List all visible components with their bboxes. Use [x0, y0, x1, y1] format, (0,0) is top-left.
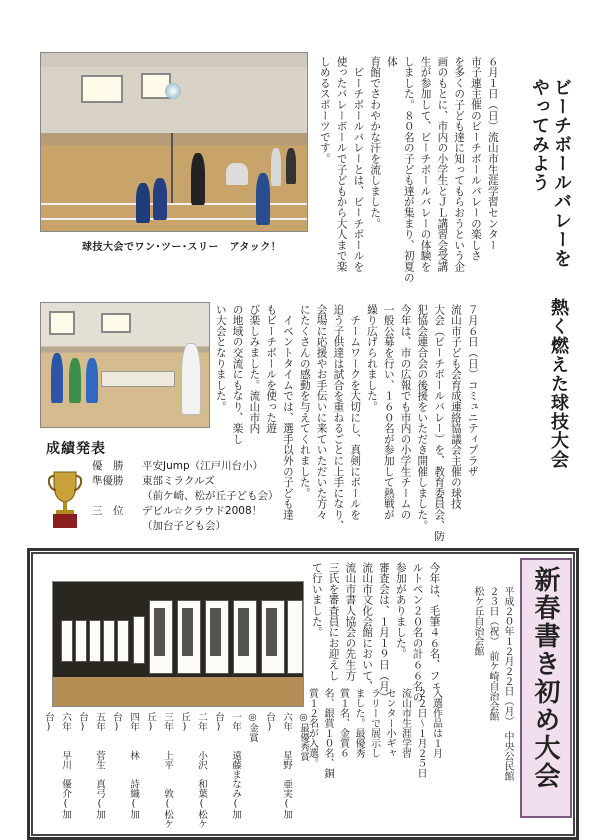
result-row: （加台子ども会）	[142, 520, 226, 532]
result-row: 準優勝 東部ミラクルズ	[92, 475, 215, 487]
calligraphy-title: 新春書き初め大会	[530, 566, 560, 790]
volleyball-photo	[40, 52, 308, 232]
tournament-photo	[40, 302, 210, 428]
calligraphy-title-box	[520, 558, 572, 818]
calligraphy-awards-list: ◎最優秀賞 六年 星野 亜実(加台) ◎金賞 一年 遠藤まなみ(加台) 二年 小沢 和葉(松ケ丘) 三年 上平 敦(松ケ丘) 四年 林 詩織(加台) 五年 菅生 真弓(加台) 六年 早川 優介(加台)	[43, 712, 309, 829]
trophy-icon	[48, 470, 82, 530]
article2-body: ７月６日（日）コミュニティプラザ 流山市子ども会育成連絡協議会主催の球技 大会（ビーチボールバレー）を、教育委員会、防 犯協会連合会の後援をいただき開催しました。 今年は、市の広報でも市内の小学生チームの 一般公募を行い、１６０名が参加して熱戦が 繰り広げられました。 チームワークを大切にし、真剣にボールを 追う子供達は試合を重ねるごとに上手になり、 会場に応援やお手伝いに来ていただいた方々 にたくさんの感動を与えてくれました。 イベントタイムでは、選手以外の子ども達 もビーチボールを使った遊 び楽しみました。流山市内 の地域の交流にもなり、楽し い大会となりました。	[214, 304, 479, 542]
result-row: （前ケ崎、松が丘子ども会）	[142, 490, 279, 502]
article1-body: ６月１日（日）流山市生涯学習センター 市子連主催のビーチボールバレーの楽しさ を多くの子ども達に知ってもらおうという企 画のもとに、市内の小学生とＪＬ講習会受講 生が参加して、ビーチボールバレーの体験を しました。８０名の子ども達が集まり、初夏の体 育館でさわやかな汗を流しました。 ビーチボールバレーとは、ビーチボールを 使ったバレーボールで子どもから大人まで楽 しめるスポーツです。	[318, 56, 499, 283]
article1-headline: ビーチボールバレーを やってみよう	[529, 78, 572, 268]
calligraphy-exhibit-photo	[52, 581, 304, 707]
calligraphy-body: 今年は、毛筆４６名、フェ ルトペン２０名の計６６名の 参加がありました。 審査会は、１月１９日（月） 流山市文化会館において、 流山市書人協会の先生方 三氏を審査員にお迎えし て行いました。	[310, 562, 441, 703]
calligraphy-results: 入選作品は１月 ２２日～１月２５日 流山市生涯学習 センター小ギャ ラリーで展示し ました。最優秀 賞１名、金賞６ 名、銀賞１０名、銅 賞１２名が入選。	[306, 688, 442, 778]
result-row: 優 勝 平安Jump（江戸川台小）	[92, 460, 264, 472]
calligraphy-meta: 平成２０年１２月２２日（月） 中央公民館 ２３日（祝） 前ケ崎自治会館 松ケ丘自治会館	[472, 586, 513, 781]
article2-headline: 熱く燃えた球技大会	[548, 298, 569, 469]
result-row: 三 位 デビル☆クラウド2008！	[92, 505, 263, 517]
photo1-caption: 球技大会でワン･ツー･スリー アタック！	[82, 242, 282, 253]
results-title: 成績発表	[46, 441, 106, 457]
